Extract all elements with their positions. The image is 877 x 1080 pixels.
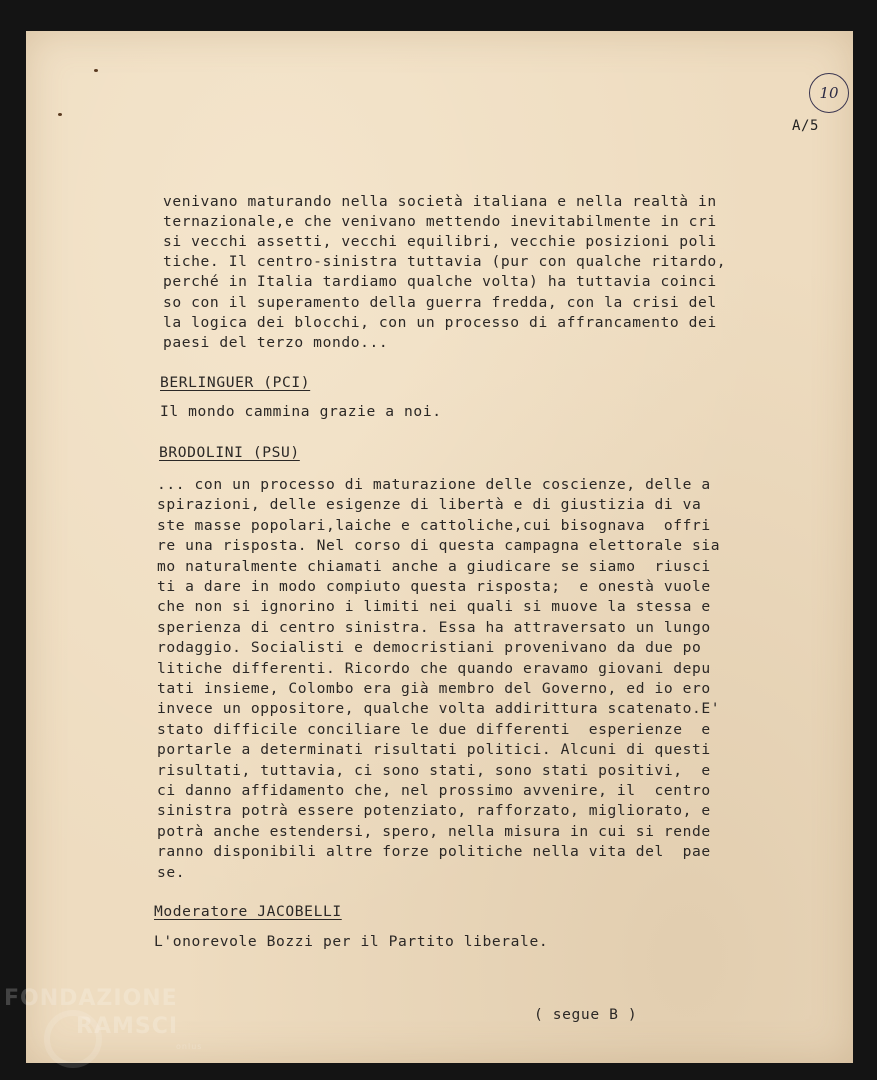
speech-brodolini-line: ranno disponibili altre forze politiche nella vita del pae <box>157 843 711 861</box>
speech-brodolini-line: risultati, tuttavia, ci sono stati, sono stati positivi, e <box>157 761 711 779</box>
paragraph-1-line: la logica dei blocchi, con un processo di affrancamento dei <box>163 313 717 331</box>
speech-brodolini-line: sperienza di centro sinistra. Essa ha attraversato un lungo <box>157 618 711 636</box>
speech-berlinguer: Il mondo cammina grazie a noi. <box>160 403 442 420</box>
speech-brodolini-line: tati insieme, Colombo era già membro del Governo, ed io ero <box>157 680 711 697</box>
paper-speck <box>58 113 62 116</box>
speech-brodolini-line: stato difficile conciliare le due differenti esperienze e <box>157 720 711 738</box>
speech-brodolini-line: re una risposta. Nel corso di questa campagna elettorale sia <box>157 537 721 555</box>
watermark-line-2: RAMSCI <box>76 1014 179 1039</box>
speech-brodolini-line: rodaggio. Socialisti e democristiani provenivano da due po <box>157 639 702 657</box>
folio-reference: A/5 <box>792 118 820 134</box>
speech-brodolini-line: ci danno affidamento che, nel prossimo avvenire, il centro <box>157 782 711 799</box>
paragraph-1-line: si vecchi assetti, vecchi equilibri, vecchie posizioni poli <box>163 233 717 251</box>
paper-speck <box>94 69 98 72</box>
paragraph-1-line: perché in Italia tardiamo qualche volta) ha tuttavia coinci <box>163 273 717 291</box>
speech-moderator: L'onorevole Bozzi per il Partito liberale. <box>154 933 549 950</box>
speech-brodolini-line: spirazioni, delle esigenze di libertà e di giustizia di va <box>157 496 702 514</box>
continuation-note: ( segue B ) <box>534 1006 638 1023</box>
speech-brodolini-line: potrà anche estendersi, spero, nella misura in cui si rende <box>157 822 711 840</box>
speech-brodolini-line: se. <box>157 863 186 881</box>
paragraph-1-line: venivano maturando nella società italiana e nella realtà in <box>163 193 717 210</box>
paragraph-1-line: paesi del terzo mondo... <box>163 333 389 351</box>
fondazione-gramsci-watermark <box>4 986 203 1051</box>
watermark-small-text: onlus <box>176 1042 203 1051</box>
speaker-berlinguer: BERLINGUER (PCI) <box>160 374 311 391</box>
speaker-brodolini: BRODOLINI (PSU) <box>159 444 300 461</box>
speech-brodolini-line: sinistra potrà essere potenziato, rafforzato, migliorato, e <box>157 802 711 820</box>
typed-document-page <box>26 31 853 1063</box>
speech-brodolini-line: portarle a determinati risultati politici. Alcuni di questi <box>157 741 711 759</box>
speech-brodolini-line: invece un oppositore, qualche volta addirittura scatenato.E' <box>157 700 721 718</box>
speaker-moderator: Moderatore JACOBELLI <box>154 903 342 920</box>
paragraph-1-line: ternazionale,e che venivano mettendo inevitabilmente in cri <box>163 213 717 231</box>
page-number-text: 10 <box>819 84 839 102</box>
paragraph-1-line: so con il superamento della guerra fredda, con la crisi del <box>163 293 717 311</box>
paragraph-1-line: tiche. Il centro-sinistra tuttavia (pur con qualche ritardo, <box>163 253 727 271</box>
speech-brodolini-line: ti a dare in modo compiuto questa risposta; e onestà vuole <box>157 578 711 595</box>
speech-brodolini-line: ste masse popolari,laiche e cattoliche,cui bisognava offri <box>157 516 711 534</box>
speech-brodolini-line: ... con un processo di maturazione delle coscienze, delle a <box>157 476 711 493</box>
circled-page-number <box>809 73 849 113</box>
speech-brodolini-line: mo naturalmente chiamati anche a giudicare se siamo riusci <box>157 557 711 575</box>
watermark-line-1: FONDAZIONE <box>4 986 178 1011</box>
speech-brodolini-line: litiche differenti. Ricordo che quando eravamo giovani depu <box>157 659 711 677</box>
speech-brodolini-line: che non si ignorino i limiti nei quali si muove la stessa e <box>157 598 711 616</box>
